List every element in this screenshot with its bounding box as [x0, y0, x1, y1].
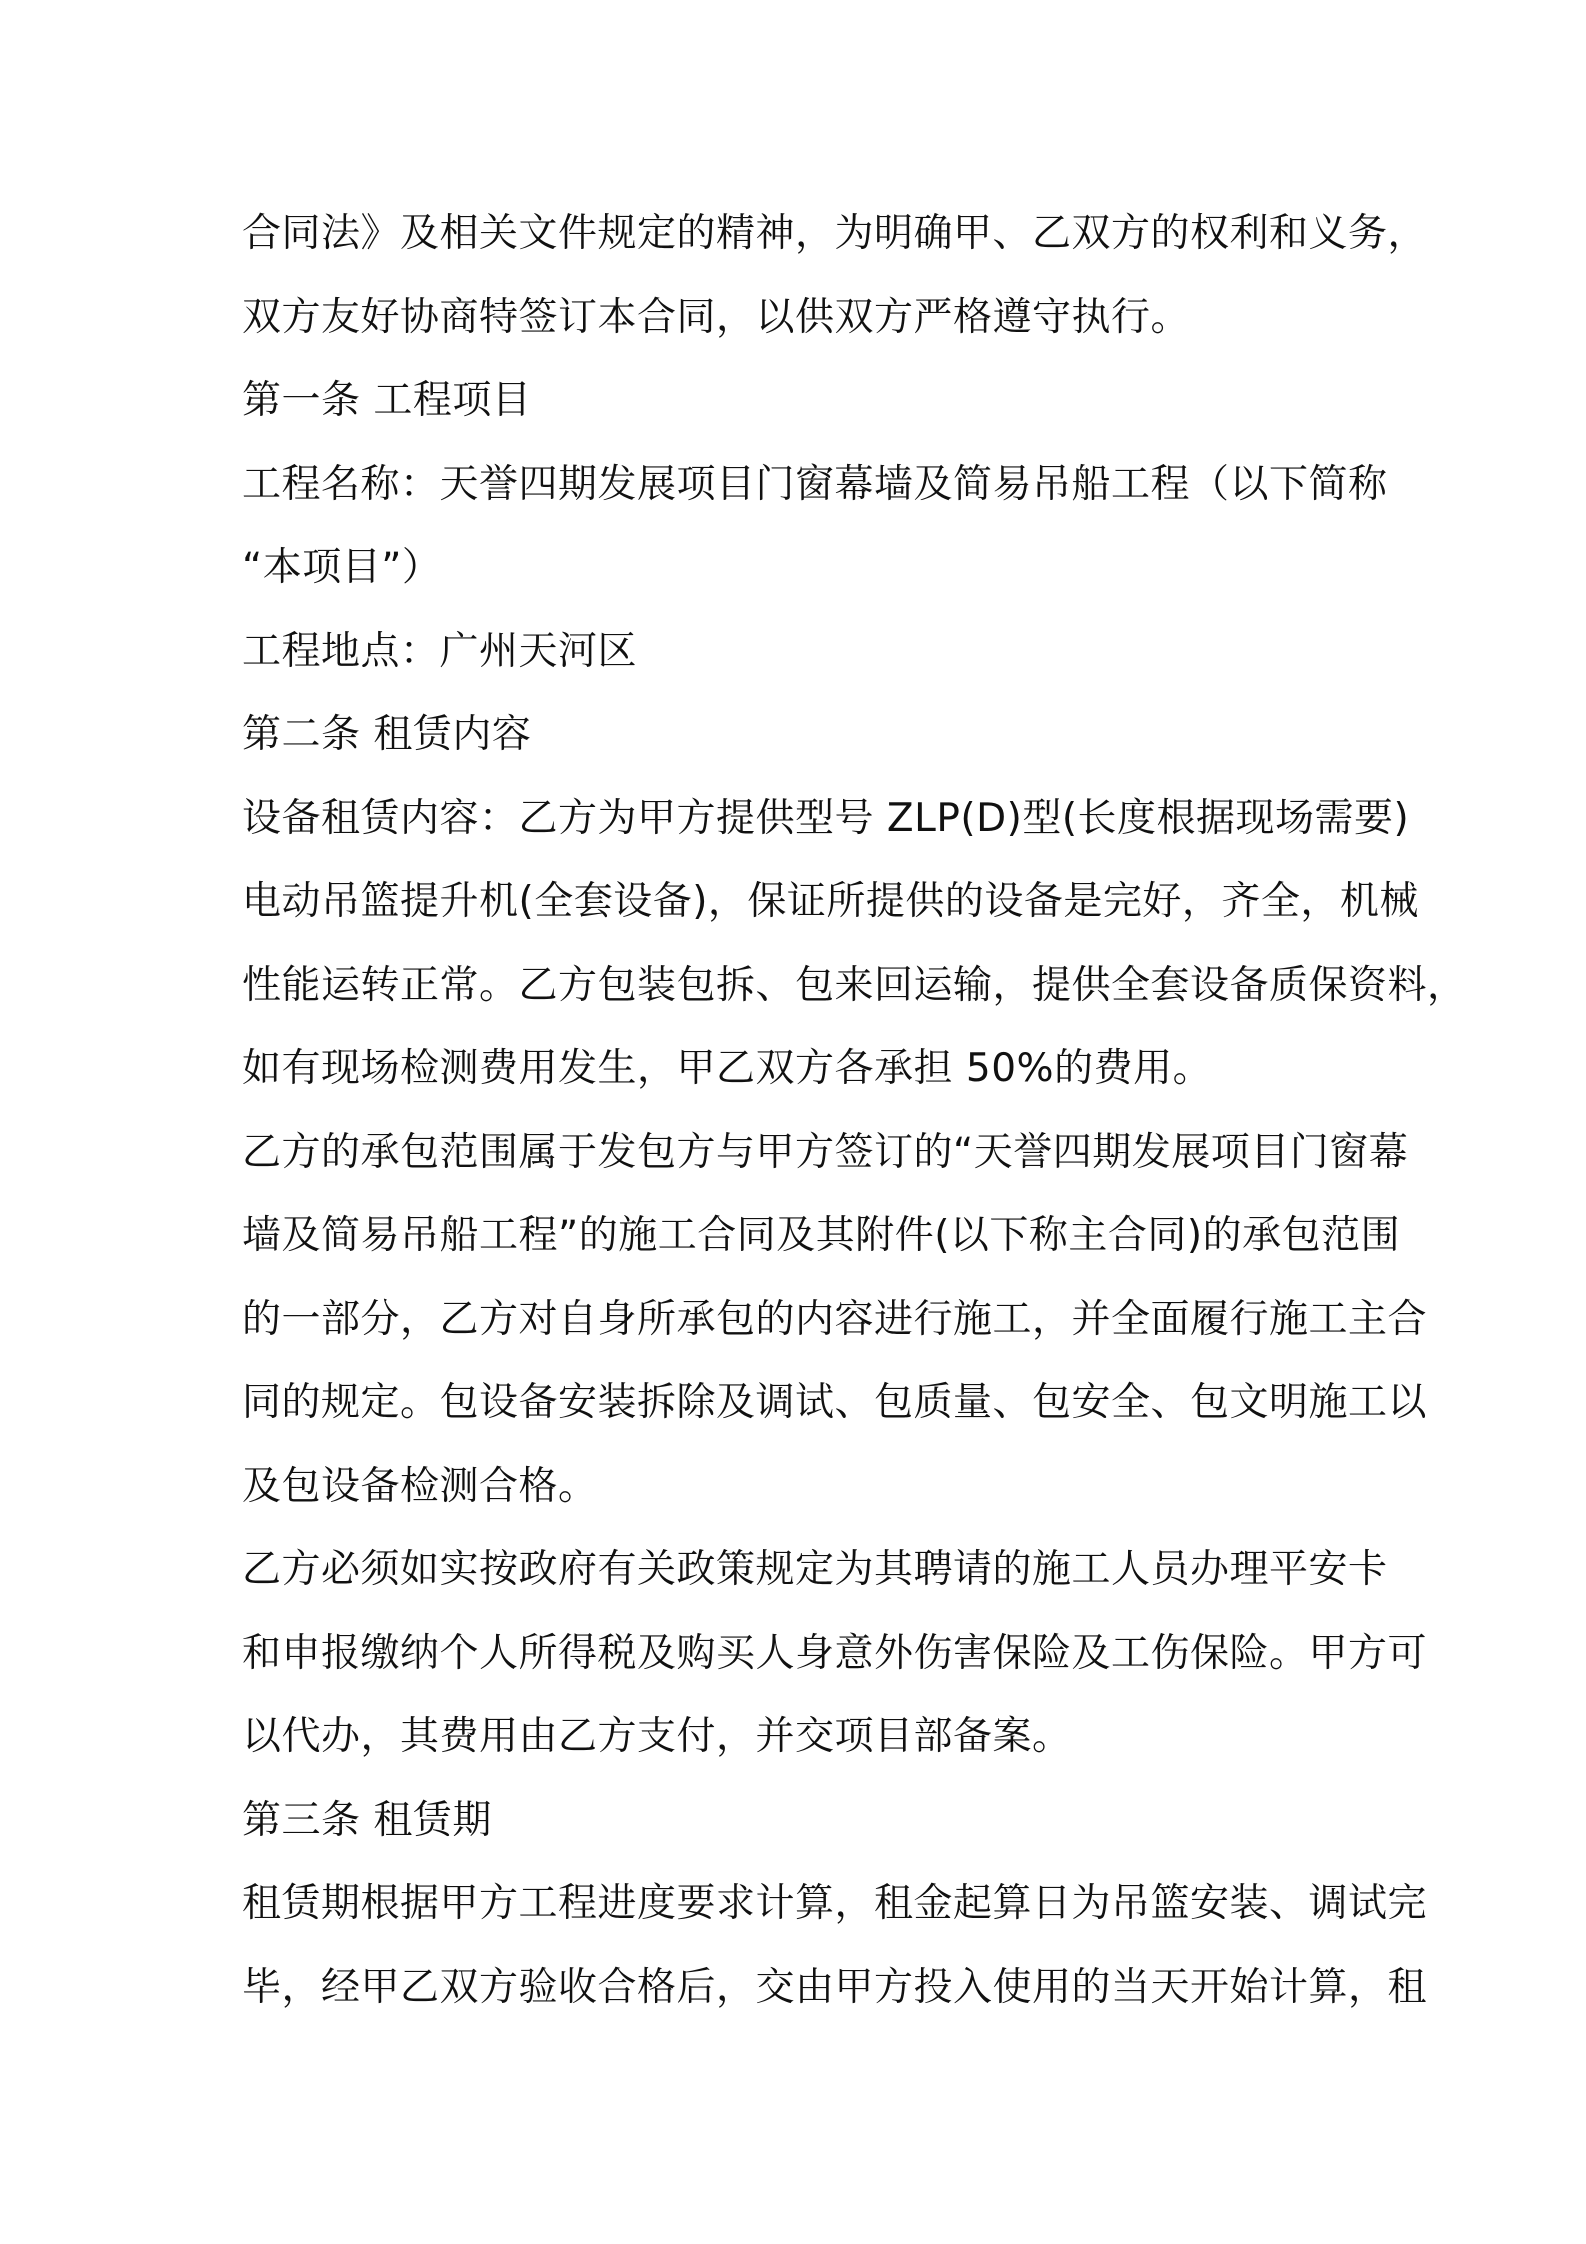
text-line: 工程地点：广州天河区	[242, 628, 638, 674]
contract-body	[242, 192, 1467, 2029]
text-line: 的一部分，乙方对自身所承包的内容进行施工，并全面履行施工主合	[242, 1296, 1428, 1342]
text-line: 如有现场检测费用发生，甲乙双方各承担 50%的费用。	[242, 1046, 1213, 1091]
text-line: 性能运转正常。乙方包装包拆、包来回运输，提供全套设备质保资料，	[242, 962, 1467, 1008]
text-line: 电动吊篮提升机(全套设备)，保证所提供的设备是完好，齐全，机械	[242, 879, 1419, 924]
text-line: 和申报缴纳个人所得税及购买人身意外伤害保险及工伤保险。甲方可	[242, 1630, 1428, 1676]
text-line: “本项目”）	[242, 545, 442, 590]
text-line: 乙方必须如实按政府有关政策规定为其聘请的施工人员办理平安卡	[242, 1547, 1388, 1592]
text-line: 合同法》及相关文件规定的精神，为明确甲、乙双方的权利和义务，	[242, 211, 1428, 256]
text-line: 设备租赁内容：乙方为甲方提供型号 ZLP(D)型(长度根据现场需要)	[242, 795, 1410, 841]
section-heading-1: 第一条 工程项目	[242, 378, 532, 423]
text-line: 同的规定。包设备安装拆除及调试、包质量、包安全、包文明施工以	[242, 1380, 1428, 1425]
section-heading-3: 第三条 租赁期	[242, 1797, 492, 1843]
text-line: 租赁期根据甲方工程进度要求计算，租金起算日为吊篮安装、调试完	[242, 1881, 1428, 1926]
text-line: 及包设备检测合格。	[242, 1463, 598, 1509]
section-heading-2: 第二条 租赁内容	[242, 712, 532, 757]
text-line: 墙及简易吊船工程”的施工合同及其附件(以下称主合同)的承包范围	[242, 1213, 1401, 1258]
text-line: 工程名称：天誉四期发展项目门窗幕墙及简易吊船工程（以下简称	[242, 461, 1388, 507]
text-line: 毕，经甲乙双方验收合格后，交由甲方投入使用的当天开始计算，租	[242, 1964, 1428, 2010]
text-line: 乙方的承包范围属于发包方与甲方签订的“天誉四期发展项目门窗幕	[242, 1129, 1409, 1175]
text-line: 双方友好协商特签订本合同，以供双方严格遵守执行。	[242, 294, 1191, 340]
text-line: 以代办，其费用由乙方支付，并交项目部备案。	[242, 1714, 1072, 1759]
